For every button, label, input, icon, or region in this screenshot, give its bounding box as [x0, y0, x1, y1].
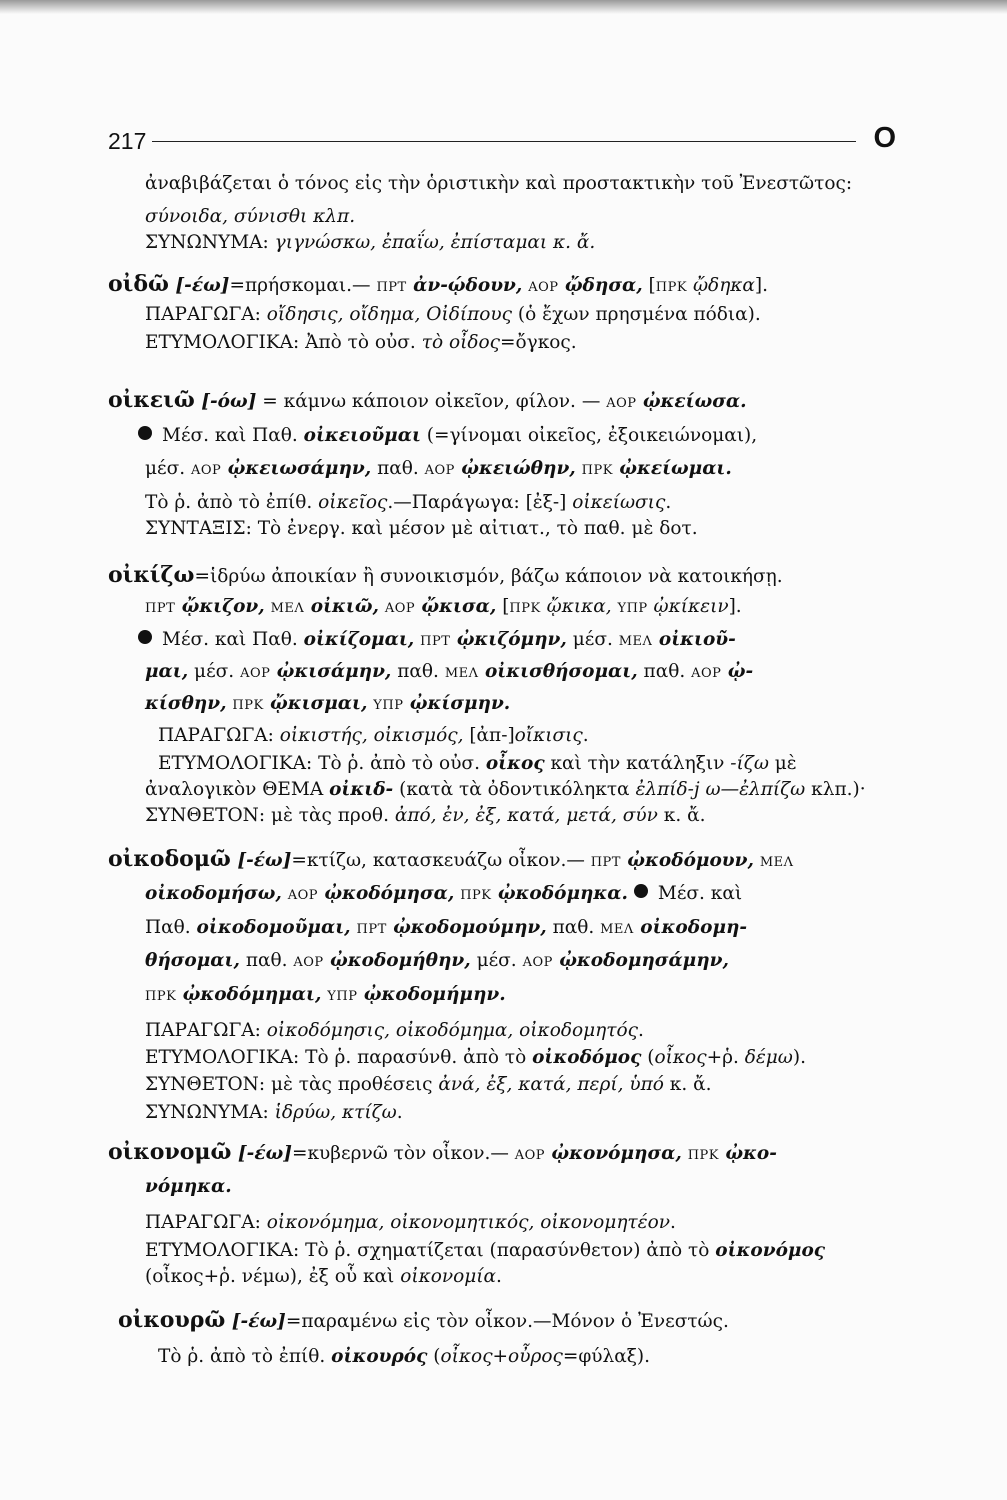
text-segment: [-έω]	[231, 1143, 292, 1164]
text-segment: Παθ.	[145, 917, 197, 938]
text-segment: [	[496, 596, 510, 617]
text-segment: οἰκοδομήσω,	[145, 883, 282, 904]
text-line	[145, 1046, 806, 1070]
text-segment: ΠΡΚ	[145, 989, 177, 1004]
text-segment: ΠΡΚ	[460, 888, 492, 903]
text-segment: κ. ἄ.	[657, 805, 706, 826]
text-segment: Μέσ. καὶ Παθ.	[162, 425, 304, 446]
text-line	[145, 778, 866, 802]
scan-edge-shadow	[0, 0, 1007, 14]
text-segment: ΠΡΤ	[145, 601, 176, 616]
text-line	[158, 1345, 650, 1369]
text-line	[108, 388, 747, 416]
text-segment: (=γίνομαι οἰκεῖος, ἐξοικειώνομαι),	[420, 425, 758, 446]
text-segment: ΕΤΥΜΟΛΟΓΙΚΑ: Τὸ ῥ. παρασύνθ. ἀπὸ τὸ	[145, 1047, 533, 1068]
text-segment: μέσ.	[145, 458, 191, 479]
text-segment: ΑΟΡ	[287, 888, 319, 903]
text-segment: .	[496, 1266, 502, 1287]
text-segment: ἀνά, ἐξ, κατά, περί, ὑπό	[438, 1074, 664, 1095]
text-segment: ᾠκοδομησάμην,	[552, 950, 729, 971]
text-segment: οἰκονομία	[400, 1266, 497, 1287]
text-segment: ᾠ-	[721, 661, 754, 682]
text-segment: ΕΤΥΜΟΛΟΓΙΚΑ: Τὸ ῥ. σχηματίζεται (παρασύνθετον) ἀπὸ τὸ	[145, 1240, 716, 1261]
text-segment: =ἱδρύω ἀποικίαν ἢ συνοικισμόν, βάζω κάποιον νὰ κατοικήσῃ.	[194, 566, 783, 587]
text-segment: ΥΠΡ	[327, 989, 358, 1004]
text-line	[145, 1175, 232, 1199]
text-segment: ᾤκισμαι,	[263, 693, 368, 714]
text-segment: [ἀπ-]	[463, 725, 515, 746]
text-segment: ᾤκιζον,	[175, 596, 265, 617]
text-segment: ᾠκο-	[719, 1143, 777, 1164]
text-segment: ΕΤΥΜΟΛΟΓΙΚΑ: Τὸ ῥ. ἀπὸ τὸ οὐσ.	[158, 753, 486, 774]
text-segment: ᾠκοδομήθην,	[323, 950, 471, 971]
text-segment: ΑΟΡ	[691, 666, 722, 681]
text-segment: .	[396, 1102, 403, 1123]
text-segment: ΠΡΚ	[509, 601, 541, 616]
header-rule	[152, 141, 856, 142]
text-line	[145, 660, 753, 686]
text-segment: ΣΥΝΩΝΥΜΑ:	[145, 1102, 275, 1123]
text-line	[145, 1211, 676, 1235]
bullet-dot-icon	[138, 630, 152, 644]
text-segment: ᾠκοδόμηκα.	[491, 883, 628, 904]
text-segment: ᾠκοδόμησα,	[318, 883, 455, 904]
text-segment: +ῥ.	[706, 1047, 745, 1068]
text-segment: καὶ τὴν κατάληξιν	[544, 753, 731, 774]
text-segment: οἰκιστής, οἰκισμός,	[279, 725, 464, 746]
text-line	[145, 231, 595, 255]
bullet-dot-icon	[138, 426, 152, 440]
text-line	[138, 628, 736, 654]
text-segment: ᾠκίκειν	[653, 596, 729, 617]
text-line	[145, 595, 742, 621]
text-segment: νόμηκα.	[145, 1176, 232, 1197]
text-segment: οἰκουρός	[331, 1346, 428, 1367]
text-segment: ΠΡΚ	[655, 280, 688, 295]
text-line	[145, 1073, 711, 1097]
text-segment: ΠΡΤ	[356, 922, 387, 937]
text-segment: ἀναλογικὸν ΘΕΜΑ	[145, 779, 330, 800]
text-segment: .—Παράγωγα: [ἐξ-]	[387, 492, 573, 513]
text-segment: ΕΤΥΜΟΛΟΓΙΚΑ: Ἀπὸ τὸ οὐσ.	[145, 332, 422, 353]
text-segment: τὸ οἶδος	[421, 332, 500, 353]
page-number: 217	[108, 128, 147, 154]
text-segment: ΣΥΝΘΕΤΟΝ: μὲ τὰς προθ.	[145, 805, 395, 826]
text-segment: παθ.	[637, 661, 692, 682]
text-segment: ἀναβιβάζεται ὁ τόνος εἰς τὴν ὁριστικὴν καὶ προστακτικὴν τοῦ Ἐνεστῶτος:	[145, 173, 853, 194]
text-segment: ΑΟΡ	[384, 601, 416, 616]
text-segment: [-έω]	[225, 1311, 286, 1332]
text-segment: οἰκονόμημα, οἰκονομητικός, οἰκονομητέον	[266, 1212, 670, 1233]
headword: οἰδῶ	[108, 271, 169, 297]
text-segment: ΜΕΛ	[759, 855, 794, 870]
text-segment: Τὸ ῥ. ἀπὸ τὸ ἐπίθ.	[145, 492, 319, 513]
text-segment: ΑΟΡ	[522, 955, 553, 970]
text-segment: ΥΠΡ	[373, 698, 404, 713]
text-segment: (οἶκος+ῥ. νέμω), ἐξ οὗ καὶ	[145, 1266, 401, 1287]
text-segment: =κυβερνῶ τὸν οἶκον.—	[291, 1143, 515, 1164]
text-line	[145, 1239, 825, 1263]
text-segment: ᾤκικα,	[546, 596, 612, 617]
text-segment: ΣΥΝΘΕΤΟΝ: μὲ τὰς προθέσεις	[145, 1074, 439, 1095]
text-line	[118, 1308, 729, 1334]
text-segment: ᾠκοδομούμην,	[386, 917, 547, 938]
text-segment: μέσ.	[470, 950, 523, 971]
text-segment: οἶκος	[485, 753, 545, 774]
text-segment: ᾠκιζόμην,	[450, 629, 567, 650]
text-segment: .	[582, 725, 589, 746]
text-segment: ἀπό, ἐν, ἐξ, κατά, μετά, σύν	[394, 805, 658, 826]
text-segment: Μέσ. καὶ Παθ.	[162, 629, 304, 650]
text-segment: =πρήσκομαι.—	[229, 275, 377, 296]
text-segment: ΣΥΝΩΝΥΜΑ:	[145, 232, 275, 253]
text-segment: [-όω]	[194, 391, 257, 412]
text-segment: ᾠκειωσάμην,	[221, 458, 372, 479]
text-segment: δέμω	[744, 1047, 793, 1068]
text-line	[145, 491, 671, 515]
text-segment: ΠΡΤ	[420, 634, 451, 649]
text-line	[145, 949, 729, 975]
text-segment: ΠΑΡΑΓΩΓΑ:	[145, 1212, 267, 1233]
text-segment: ΜΕΛ	[444, 666, 479, 681]
text-line	[145, 1101, 403, 1125]
text-segment: ΑΟΡ	[424, 463, 455, 478]
text-segment: ΠΡΚ	[581, 463, 613, 478]
text-segment: ΑΟΡ	[191, 463, 222, 478]
text-line	[108, 1140, 777, 1168]
text-segment: ΠΡΤ	[590, 855, 621, 870]
text-segment: ἱδρύω, κτίζω	[274, 1102, 397, 1123]
text-line	[145, 692, 510, 718]
text-segment: ].	[754, 275, 769, 296]
text-segment: ΣΥΝΤΑΞΙΣ: Τὸ ἐνεργ. καὶ μέσον μὲ αἰτιατ., τὸ παθ. μὲ δοτ.	[145, 518, 698, 539]
text-segment: ΠΑΡΑΓΩΓΑ:	[145, 1020, 267, 1041]
text-segment: οἰκοδομοῦμαι,	[196, 917, 351, 938]
text-segment: ἐλπίδ-j ω—ἐλπίζω	[635, 779, 806, 800]
text-segment: [	[642, 275, 656, 296]
text-segment: .	[637, 1020, 644, 1041]
text-segment: οἰκοδόμος	[532, 1047, 642, 1068]
text-segment: =κτίζω, κατασκευάζω οἶκον.—	[291, 850, 591, 871]
text-segment: ].	[728, 596, 742, 617]
text-segment: (κατὰ τὰ ὀδοντικόληκτα	[393, 779, 636, 800]
text-line	[145, 172, 852, 196]
text-segment: =ὄγκος.	[500, 332, 577, 353]
text-segment: ΠΑΡΑΓΩΓΑ:	[145, 304, 267, 325]
text-segment: ΜΕΛ	[270, 601, 305, 616]
text-segment: [-έω]	[230, 850, 292, 871]
text-segment: μέσ.	[566, 629, 619, 650]
text-segment: Τὸ ῥ. ἀπὸ τὸ ἐπίθ.	[158, 1346, 332, 1367]
text-segment: οἰκοδομη-	[633, 917, 748, 938]
text-segment: ᾠκισάμην,	[270, 661, 392, 682]
text-segment: οἰκιῶ,	[304, 596, 379, 617]
headword: οἰκουρῶ	[118, 1307, 226, 1333]
text-segment: ΑΟΡ	[528, 280, 559, 295]
text-segment: μὲ	[768, 753, 797, 774]
text-line	[108, 847, 794, 875]
text-segment: παθ.	[239, 950, 294, 971]
text-segment: ᾠκονόμησα,	[545, 1143, 682, 1164]
text-segment: Μέσ. καὶ	[657, 883, 743, 904]
text-segment: ᾠκείωσα.	[636, 391, 747, 412]
text-segment: οἴκισις	[514, 725, 583, 746]
text-segment: ᾠκοδόμουν,	[620, 850, 754, 871]
text-segment: ᾤδηκα	[692, 275, 755, 296]
text-line	[145, 205, 355, 229]
text-segment: =παραμένω εἰς τὸν οἶκον.—Μόνον ὁ Ἐνεστώς.	[285, 1311, 729, 1332]
text-line	[158, 752, 797, 776]
text-segment: ΜΕΛ	[600, 922, 634, 937]
text-segment: ΑΟΡ	[293, 955, 324, 970]
text-line	[145, 804, 705, 828]
text-segment: ΠΡΤ	[376, 280, 407, 295]
text-segment: ΠΑΡΑΓΩΓΑ:	[158, 725, 280, 746]
text-segment: ᾠκειώθην,	[454, 458, 576, 479]
text-segment: κλπ.)·	[805, 779, 866, 800]
text-segment: ΜΕΛ	[618, 634, 653, 649]
text-segment: =φύλαξ).	[562, 1346, 651, 1367]
text-segment: μαι,	[145, 661, 189, 682]
text-segment: ΑΟΡ	[606, 396, 637, 411]
text-segment: σύνοιδα, σύνισθι κλπ.	[145, 206, 356, 227]
text-line	[158, 724, 589, 748]
headword: οἰκοδομῶ	[108, 846, 231, 872]
text-segment: κ. ἄ.	[663, 1074, 712, 1095]
text-line	[145, 916, 747, 942]
text-segment: ).	[792, 1047, 806, 1068]
text-segment: οἰκονόμος	[715, 1240, 826, 1261]
text-segment: οἴδησις, οἴδημα, Οἰδίπους	[266, 304, 513, 325]
text-line	[108, 272, 768, 300]
text-segment: οἰκείωσις	[572, 492, 666, 513]
text-segment: .	[669, 1212, 676, 1233]
text-segment: οἰκίζομαι,	[303, 629, 415, 650]
text-segment: οἰκιοῦ-	[652, 629, 736, 650]
text-segment: ᾠκίσμην.	[403, 693, 511, 714]
text-line	[145, 983, 506, 1009]
text-segment: ἀν-ῴδουν,	[406, 275, 523, 296]
page-header	[108, 124, 896, 158]
text-segment: .	[665, 492, 672, 513]
text-line	[145, 517, 698, 541]
headword: οἰκονομῶ	[108, 1139, 232, 1165]
text-segment: μέσ.	[188, 661, 241, 682]
text-line	[145, 303, 761, 327]
text-segment: [-έω]	[168, 275, 230, 296]
text-segment: οἶκος+οὖρος	[440, 1346, 563, 1367]
headword: οἰκειῶ	[108, 387, 195, 413]
text-segment: οἶκος	[654, 1047, 707, 1068]
text-segment: = κάμνω κάποιον οἰκεῖον, φίλον. —	[256, 391, 607, 412]
text-segment: οἰκεῖος	[318, 492, 388, 513]
section-letter: O	[873, 122, 896, 154]
text-segment: οἰκειοῦμαι	[303, 425, 421, 446]
bullet-dot-icon	[634, 884, 648, 898]
text-line	[145, 1265, 502, 1289]
text-segment: οἰκοδόμησις, οἰκοδόμημα, οἰκοδομητός	[266, 1020, 638, 1041]
headword: οἰκίζω	[108, 562, 195, 588]
text-segment	[628, 883, 634, 904]
text-segment: ᾠκοδόμημαι,	[176, 984, 322, 1005]
text-segment: παθ.	[546, 917, 601, 938]
text-line	[145, 331, 577, 355]
text-line	[145, 457, 732, 483]
text-segment: παθ.	[371, 458, 425, 479]
text-segment: ᾤδησα,	[558, 275, 643, 296]
text-segment: -ίζω	[730, 753, 769, 774]
text-segment: οἰκισθήσομαι,	[478, 661, 638, 682]
text-segment: ᾠκείωμαι.	[612, 458, 732, 479]
text-segment: ΠΡΚ	[232, 698, 264, 713]
text-line	[145, 1019, 644, 1043]
text-segment: (ὁ ἔχων πρησμένα πόδια).	[512, 304, 761, 325]
text-line	[145, 882, 742, 908]
text-segment: θήσομαι,	[145, 950, 240, 971]
text-segment: κίσθην,	[145, 693, 227, 714]
text-line	[108, 563, 783, 589]
text-segment: (	[641, 1047, 655, 1068]
text-segment: ΠΡΚ	[687, 1148, 719, 1163]
text-segment: (	[427, 1346, 441, 1367]
text-segment: ΑΟΡ	[240, 666, 271, 681]
text-segment: παθ.	[391, 661, 445, 682]
text-segment: ΑΟΡ	[514, 1148, 546, 1163]
text-line	[138, 424, 757, 448]
text-segment: γιγνώσκω, ἐπαΐω, ἐπίσταμαι κ. ἄ.	[274, 232, 596, 253]
text-segment: ᾠκοδομήμην.	[357, 984, 506, 1005]
text-segment: ᾤκισα,	[415, 596, 497, 617]
text-segment: οἰκιδ-	[329, 779, 394, 800]
text-segment: ΥΠΡ	[617, 601, 648, 616]
